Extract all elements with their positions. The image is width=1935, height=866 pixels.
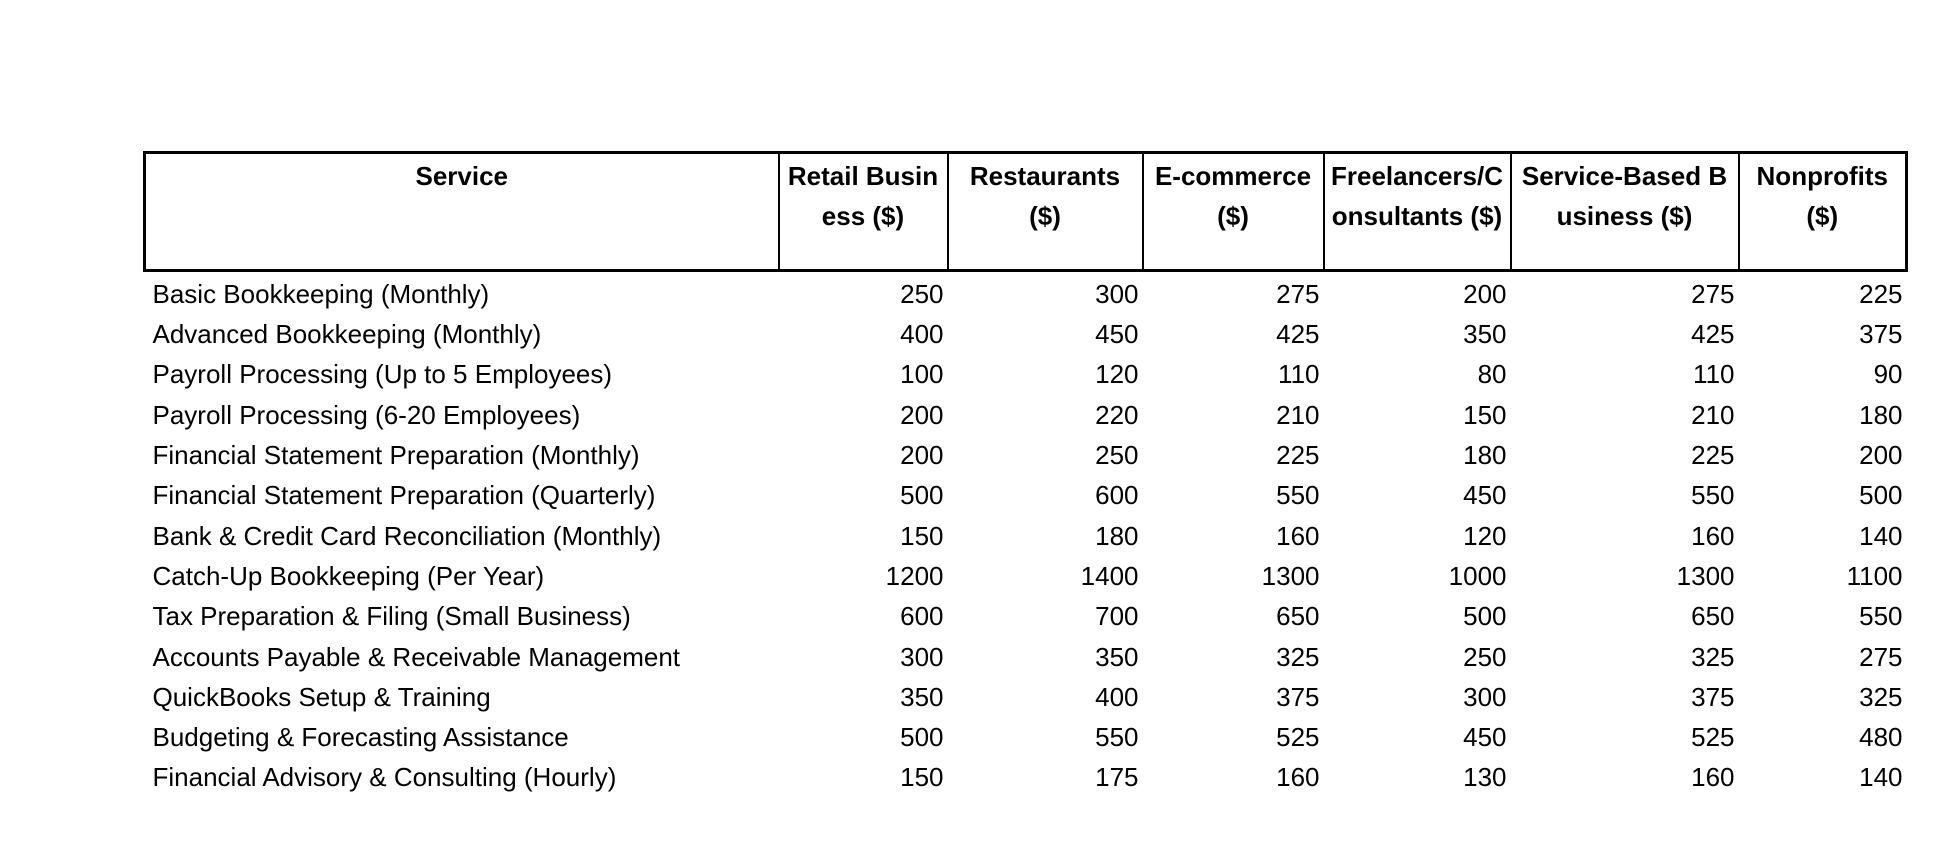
cell-retail: 100	[900, 359, 944, 390]
cell-ecommerce: 425	[1276, 319, 1320, 350]
cell-ecommerce: 550	[1276, 480, 1320, 511]
header-row	[145, 153, 1907, 271]
cell-restaurants: 550	[1095, 722, 1139, 753]
cell-freelancers: 450	[1463, 722, 1507, 753]
cell-nonprofits: 325	[1859, 681, 1903, 712]
header-nonprofits: Nonprofits ($)	[1739, 153, 1907, 271]
cell-service: Budgeting & Forecasting Assistance	[152, 722, 569, 753]
cell-retail: 500	[900, 480, 944, 511]
cell-service: Payroll Processing (Up to 5 Employees)	[152, 359, 613, 390]
cell-service: Catch-Up Bookkeeping (Per Year)	[152, 560, 545, 591]
cell-freelancers: 80	[1477, 359, 1507, 390]
cell-service: Advanced Bookkeeping (Monthly)	[152, 319, 542, 350]
cell-ecommerce: 325	[1276, 641, 1320, 672]
cell-service: Payroll Processing (6-20 Employees)	[152, 399, 581, 430]
cell-retail: 250	[900, 279, 944, 309]
pricing-table	[143, 151, 1908, 798]
cell-freelancers: 350	[1463, 319, 1507, 350]
cell-retail: 500	[900, 722, 944, 753]
cell-service-based: 375	[1691, 681, 1735, 712]
table-row	[145, 636, 1907, 676]
cell-nonprofits: 500	[1859, 480, 1903, 511]
table-row	[145, 354, 1907, 394]
cell-service-based: 210	[1691, 399, 1735, 430]
cell-restaurants: 250	[1095, 440, 1139, 471]
cell-service: Tax Preparation & Filing (Small Business)	[152, 601, 631, 632]
table-row	[145, 271, 1907, 315]
cell-service: Basic Bookkeeping (Monthly)	[152, 279, 490, 309]
cell-freelancers: 450	[1463, 480, 1507, 511]
cell-ecommerce: 375	[1276, 681, 1320, 712]
table-row	[145, 717, 1907, 757]
cell-nonprofits: 550	[1859, 601, 1903, 632]
table-row	[145, 435, 1907, 475]
table-header	[145, 153, 1907, 271]
table-row	[145, 596, 1907, 636]
table-body	[145, 271, 1907, 798]
cell-nonprofits: 200	[1859, 440, 1903, 471]
cell-retail: 600	[900, 601, 944, 632]
table-row	[145, 556, 1907, 596]
cell-restaurants: 450	[1095, 319, 1139, 350]
cell-ecommerce: 1300	[1261, 560, 1320, 591]
spreadsheet-page	[143, 151, 1908, 798]
cell-freelancers: 500	[1463, 601, 1507, 632]
cell-ecommerce: 160	[1276, 520, 1320, 551]
cell-restaurants: 350	[1095, 641, 1139, 672]
cell-retail: 150	[900, 762, 944, 793]
table-row	[145, 314, 1907, 354]
table-row	[145, 757, 1907, 797]
cell-restaurants: 220	[1095, 399, 1139, 430]
header-freelancers: Freelancers/Consultants ($)	[1324, 153, 1511, 271]
cell-service-based: 110	[1693, 359, 1735, 390]
table-row	[145, 677, 1907, 717]
cell-restaurants: 120	[1095, 359, 1139, 390]
cell-service-based: 550	[1691, 480, 1735, 511]
cell-nonprofits: 140	[1859, 762, 1903, 793]
cell-freelancers: 180	[1463, 440, 1507, 471]
cell-nonprofits: 1100	[1846, 560, 1903, 591]
cell-service: QuickBooks Setup & Training	[152, 681, 491, 712]
cell-service: Financial Statement Preparation (Quarterly)	[152, 480, 656, 511]
cell-restaurants: 300	[1095, 279, 1139, 309]
cell-service: Bank & Credit Card Reconciliation (Monthly)	[152, 520, 662, 551]
cell-retail: 150	[900, 520, 944, 551]
cell-ecommerce: 210	[1276, 399, 1320, 430]
cell-ecommerce: 275	[1276, 279, 1320, 309]
cell-service-based: 650	[1691, 601, 1735, 632]
cell-restaurants: 175	[1095, 762, 1139, 793]
cell-freelancers: 1000	[1448, 560, 1507, 591]
cell-freelancers: 200	[1463, 279, 1507, 309]
header-retail: Retail Business ($)	[779, 153, 948, 271]
table-row	[145, 475, 1907, 515]
cell-service: Financial Advisory & Consulting (Hourly)	[152, 762, 617, 793]
cell-retail: 300	[900, 641, 944, 672]
header-ecommerce: E-commerce ($)	[1143, 153, 1324, 271]
cell-nonprofits: 90	[1873, 359, 1903, 390]
cell-service: Accounts Payable & Receivable Management	[152, 641, 681, 672]
cell-service-based: 425	[1691, 319, 1735, 350]
cell-service-based: 325	[1691, 641, 1735, 672]
cell-nonprofits: 275	[1859, 641, 1903, 672]
cell-ecommerce: 650	[1276, 601, 1320, 632]
cell-service-based: 275	[1691, 279, 1735, 309]
cell-nonprofits: 180	[1859, 399, 1903, 430]
cell-freelancers: 130	[1463, 762, 1507, 793]
cell-service: Financial Statement Preparation (Monthly)	[152, 440, 640, 471]
cell-restaurants: 600	[1095, 480, 1139, 511]
cell-retail: 1200	[885, 560, 944, 591]
cell-restaurants: 1400	[1080, 560, 1139, 591]
cell-retail: 200	[900, 440, 944, 471]
cell-service-based: 160	[1691, 520, 1735, 551]
cell-service-based: 1300	[1676, 560, 1735, 591]
cell-nonprofits: 140	[1859, 520, 1903, 551]
header-restaurants: Restaurants ($)	[948, 153, 1143, 271]
cell-ecommerce: 525	[1276, 722, 1320, 753]
cell-service-based: 160	[1691, 762, 1735, 793]
cell-restaurants: 400	[1095, 681, 1139, 712]
table-row	[145, 395, 1907, 435]
cell-nonprofits: 480	[1859, 722, 1903, 753]
cell-ecommerce: 160	[1276, 762, 1320, 793]
cell-ecommerce: 225	[1276, 440, 1320, 471]
cell-restaurants: 700	[1095, 601, 1139, 632]
cell-retail: 400	[900, 319, 944, 350]
cell-freelancers: 150	[1463, 399, 1507, 430]
cell-nonprofits: 225	[1859, 279, 1903, 309]
cell-service-based: 225	[1691, 440, 1735, 471]
cell-ecommerce: 110	[1278, 359, 1320, 390]
cell-retail: 200	[900, 399, 944, 430]
cell-restaurants: 180	[1095, 520, 1139, 551]
header-service: Service	[145, 153, 779, 271]
cell-freelancers: 120	[1463, 520, 1507, 551]
cell-freelancers: 300	[1463, 681, 1507, 712]
header-service-based: Service-Based Business ($)	[1511, 153, 1739, 271]
cell-freelancers: 250	[1463, 641, 1507, 672]
cell-service-based: 525	[1691, 722, 1735, 753]
cell-retail: 350	[900, 681, 944, 712]
table-row	[145, 515, 1907, 555]
cell-nonprofits: 375	[1859, 319, 1903, 350]
